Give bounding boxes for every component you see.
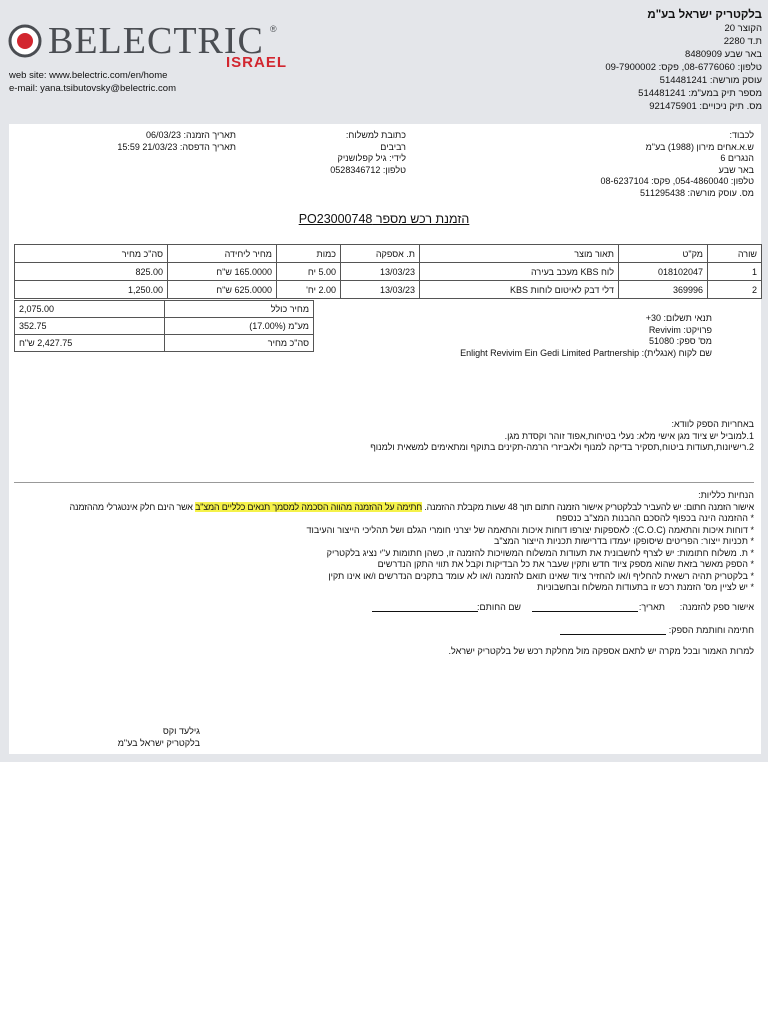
company-dealer-id: עוסק מורשה: 514481241 — [659, 75, 762, 86]
table-header-row — [15, 245, 762, 263]
document-title: הזמנת רכש מספר PO23000748 — [298, 212, 470, 226]
table-cell: 165.0000 ש"ח — [168, 263, 277, 281]
general-guidelines — [14, 490, 754, 594]
supplier-block — [601, 130, 754, 199]
table-cell: 13/03/23 — [341, 281, 420, 299]
column-header: מק"ט — [619, 245, 708, 263]
totals-label: מע"מ (17.00%) — [165, 318, 314, 335]
totals-value: 352.75 — [15, 318, 165, 335]
guideline-item: * דוחות איכות והתאמה (C.O.C): לאספקות יצורפו דוחות איכות והתאמה של יצרני חומרי הגלם ושל תהליכי הייצור והעיבוד — [306, 524, 754, 535]
guideline-item: * תכניות ייצור: הפריטים שיסופקו יעמדו בדרישות תכניות הייצור המצ"ב — [493, 536, 754, 546]
guideline-item: * ת. משלוח חתומות: יש לצרף לחשבונית את תעודות המשלוח המשויכות להזמנה זו, כשהן חתומות ע"י נציג בלקטריק — [326, 547, 754, 558]
table-cell: 018102047 — [619, 263, 708, 281]
customer-name: שם לקוח (אנגלית): Enlight Revivim Ein Gedi Limited Partnership — [460, 347, 712, 358]
company-city: באר שבע 8480909 — [685, 49, 762, 60]
table-cell: לוח KBS מעכב בעירה — [420, 263, 619, 281]
column-header: כמות — [277, 245, 341, 263]
divider — [14, 482, 754, 483]
ship-city: רביבים — [380, 141, 406, 152]
to-label: לכבוד: — [729, 130, 754, 140]
guideline-text: אשר הינם חלק אינטגרלי מההזמנה — [69, 501, 193, 512]
table-cell: 2.00 יח' — [277, 281, 341, 299]
company-name: בלקטריק ישראל בע"מ — [647, 9, 762, 21]
supplier-responsibility — [370, 419, 754, 454]
coordination-note: למרות האמור ובכל מקרה יש לתאם אספקה מול מחלקת רכש של בלקטריק ישראל. — [448, 646, 754, 656]
table-cell: 369996 — [619, 281, 708, 299]
ship-to-label: כתובת למשלוח: — [345, 130, 406, 140]
table-row — [15, 281, 762, 299]
date-signature-line[interactable] — [532, 611, 638, 612]
responsibility-title: באחריות הספק לוודא: — [671, 419, 754, 429]
table-cell: 5.00 יח — [277, 263, 341, 281]
table-cell: 1 — [708, 263, 762, 281]
order-terms — [460, 313, 712, 359]
signer-name-line[interactable] — [372, 611, 478, 612]
attention-phone: טלפון: 0528346712 — [330, 164, 406, 175]
table-cell: 625.0000 ש"ח — [168, 281, 277, 299]
guideline-item: * בלקטריק תהיה רשאית להחליף ו/או להחזיר ציוד שאינו תואם להזמנה ו/או לא עומד בתקנים הנדרשים ו/או אינו תקין — [328, 570, 754, 581]
company-details — [462, 9, 762, 113]
date-label: תאריך: — [638, 602, 665, 612]
table-cell: 1,250.00 — [15, 281, 168, 299]
signer-label: שם החותם: — [477, 602, 521, 612]
supplier-city: באר שבע — [718, 164, 754, 175]
logo-wordmark: BELECTRIC — [48, 20, 264, 62]
order-lines-table — [14, 244, 762, 299]
contact-info — [9, 69, 176, 95]
guideline-text: אישור הזמנה חתום: יש להעביר לבלקטריק אישור הזמנה חתום תוך 48 שעות מקבלת ההזמנה. — [424, 501, 754, 512]
payment-terms: תנאי תשלום: 30+ — [645, 313, 712, 323]
logo-registered-mark: ® — [270, 24, 277, 34]
totals-row — [15, 301, 314, 318]
signatory-name: גילעד וקס — [162, 726, 200, 736]
supplier-street: הנגרים 6 — [720, 153, 754, 163]
column-header: ת. אספקה — [341, 245, 420, 263]
company-phone: טלפון: 08-6776060, פקס: 09-7900002 — [605, 62, 762, 73]
guideline-item: * יש לציין מס' הזמנת רכש זו בתעודות המשלוח ובחשבוניות — [537, 582, 754, 592]
guideline-item — [14, 502, 754, 514]
table-row — [15, 263, 762, 281]
company-vat-file: מספר תיק במע"מ: 514481241 — [638, 88, 762, 99]
table-cell: דלי דבק לאיטום לוחות KBS — [420, 281, 619, 299]
guideline-item: * ההזמנה הינה בכפוף להסכם ההבנות המצ"ב כנספח — [556, 513, 754, 523]
email[interactable]: e-mail: yana.tsibutovsky@belectric.com — [9, 83, 176, 94]
totals-label: מחיר כולל — [165, 301, 314, 318]
guideline-item: * הספק מאשר בזאת שהוא מספק ציוד חדש ותקין שעבר את כל הבדיקות וקבל את תווי התקן הנדרשים — [377, 559, 754, 569]
totals-value: 2,427.75 ש"ח — [15, 335, 165, 352]
totals-value: 2,075.00 — [15, 301, 165, 318]
website[interactable]: web site: www.belectric.com/en/home — [9, 70, 168, 81]
supplier-phone: טלפון: 054-4860040, פקס: 08-6237104 — [600, 176, 754, 186]
supplier-dealer-id: מס. עוסק מורשה: 511295438 — [639, 187, 754, 198]
totals-label: סה"כ מחיר — [165, 335, 314, 352]
shipping-block — [330, 130, 406, 176]
company-street: הקוצר 20 — [724, 23, 762, 34]
column-header: מחיר ליחידה — [168, 245, 277, 263]
supplier-approval-label: אישור ספק להזמנה: — [679, 602, 754, 612]
company-pobox: ת.ד 2280 — [723, 36, 762, 47]
signatory-company: בלקטריק ישראל בע"מ — [117, 737, 200, 748]
signatory — [118, 726, 200, 749]
totals-table — [14, 300, 314, 352]
logo-circle-icon — [8, 24, 42, 58]
responsibility-item: 2.רישיונות,תעודות ביטוח,תסקיר בדיקה למנוף ולאביזרי הרמה-תקינים בתוקף ומתאימים למשאית ולמנוף — [370, 442, 754, 452]
print-date: תאריך הדפסה: 21/03/23 15:59 — [117, 141, 236, 152]
column-header: שורה — [708, 245, 762, 263]
supplier-name: ש.א.אחים מירון (1988) בע"מ — [645, 141, 754, 152]
column-header: סה"כ מחיר — [15, 245, 168, 263]
logo-israel: ISRAEL — [226, 54, 288, 71]
table-cell: 2 — [708, 281, 762, 299]
project: פרויקט: Revivim — [648, 324, 712, 335]
table-cell: 825.00 — [15, 263, 168, 281]
responsibility-item: 1.למוביל יש ציוד מגן אישי מלא: נעלי בטיחות,אפוד זוהר וקסדת מגן. — [504, 430, 754, 441]
stamp-label: חתימה וחותמת הספק: — [668, 625, 754, 635]
order-date: תאריך הזמנה: 06/03/23 — [145, 130, 236, 140]
attention: לידי: גיל קפלושניק — [337, 153, 406, 163]
table-cell: 13/03/23 — [341, 263, 420, 281]
company-withholding: מס. תיק ניכויים: 921475901 — [649, 101, 762, 112]
column-header: תאור מוצר — [420, 245, 619, 263]
totals-row — [15, 335, 314, 352]
stamp-signature-line[interactable] — [560, 634, 666, 635]
totals-row — [15, 318, 314, 335]
supplier-number: מס' ספק: 51080 — [649, 336, 712, 346]
highlighted-guideline: חתימה על ההזמנה מהווה הסכמה למסמך תנאים כלליים המצ"ב — [195, 501, 422, 512]
order-dates — [117, 130, 236, 153]
guidelines-title: הנחיות כלליות: — [698, 490, 754, 500]
